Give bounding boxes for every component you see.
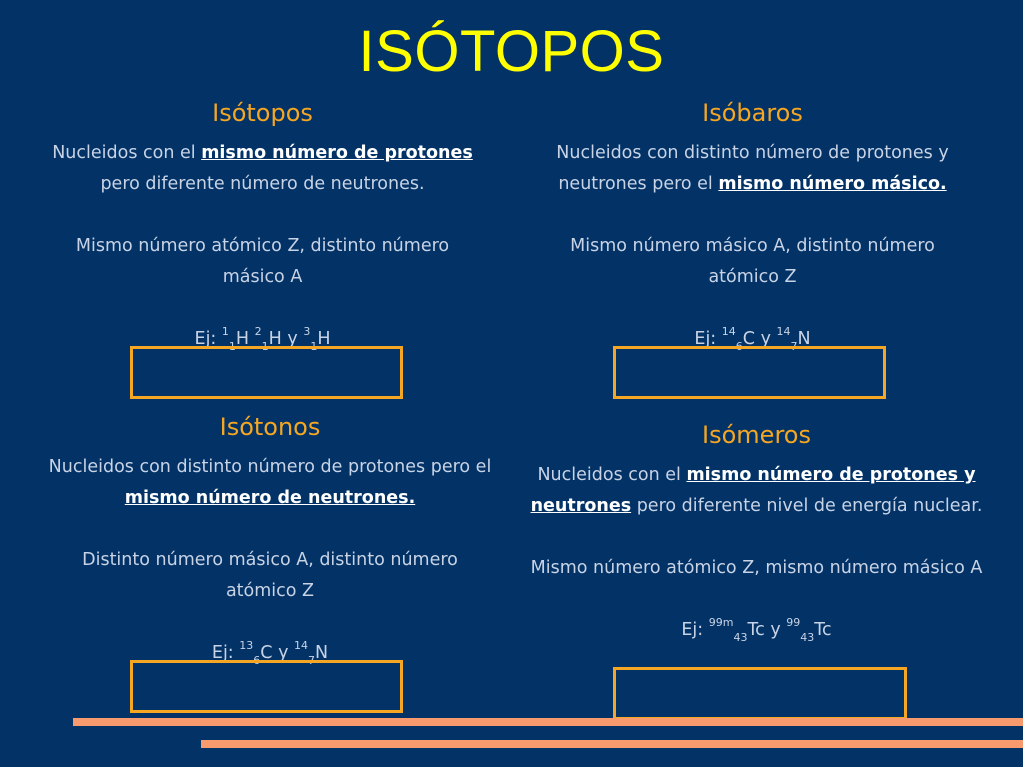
isotopos-section [30, 98, 495, 355]
isotopos-ex-b-z: 1 [261, 340, 269, 353]
isobaros-ex-conjunction: y [755, 329, 777, 349]
isobaros-definition [525, 138, 980, 200]
isomeros-def-strong: mismo número de protones y neutrones [530, 465, 976, 516]
isotonos-ex-b-mass: 14 [294, 639, 308, 652]
slide-title: ISÓTOPOS [358, 19, 665, 84]
isotopos-ex-b-mass: 2 [254, 325, 262, 338]
isotonos-ex-b-z: 7 [308, 654, 315, 667]
isomeros-def-pre: Nucleidos con el [537, 465, 687, 485]
isobaros-def-pre: Nucleidos con distinto número de protones y neutrones pero el [556, 143, 949, 194]
isotonos-example-label: Ej: [211, 643, 240, 663]
isomeros-ex-a-z: 43 [733, 631, 748, 644]
isotopos-def-pre: Nucleidos con el [52, 143, 202, 163]
isotopos-def-strong: mismo número de protones [201, 143, 473, 163]
isomeros-ex-b-z: 43 [800, 631, 815, 644]
isobaros-property: Mismo número másico A, distinto número atómico Z [570, 236, 935, 287]
isotopos-property: Mismo número atómico Z, distinto número másico A [75, 236, 450, 287]
isotonos-property: Distinto número másico A, distinto número atómico Z [82, 550, 458, 601]
isobaros-ex-b-mass: 14 [776, 325, 791, 338]
isotonos-def-pre: Nucleidos con distinto número de protones pero el [48, 457, 492, 477]
isomeros-definition [513, 460, 1000, 522]
isomeros-ex-a-mass: 99m [708, 616, 734, 629]
isomeros-ex-b-symbol: Tc [814, 620, 832, 640]
isotonos-section [30, 412, 510, 669]
isomeros-def-post: pero diferente nivel de energía nuclear. [631, 496, 983, 516]
isobaros-example-label: Ej: [694, 329, 722, 349]
isotopos-heading: Isótopos [212, 99, 313, 127]
isomeros-example-label: Ej: [681, 620, 709, 640]
isotonos-ex-a-z: 6 [253, 654, 261, 667]
isotopos-ex-conjunction: y [281, 329, 304, 349]
isobaros-answer-box [613, 346, 886, 399]
isotopos-example-label: Ej: [194, 329, 222, 349]
isotopos-definition [30, 138, 495, 200]
isotopos-ex-c-symbol: H [317, 329, 331, 349]
isomeros-answer-box [613, 667, 907, 720]
isobaros-ex-a-symbol: C [742, 329, 756, 349]
isotopos-ex-b-symbol: H [268, 329, 282, 349]
isomeros-ex-a-symbol: Tc [747, 620, 765, 640]
isotonos-ex-conjunction: y [272, 643, 294, 663]
isotonos-ex-b-symbol: N [315, 643, 329, 663]
isotopos-ex-c-z: 1 [310, 340, 318, 353]
isotopos-def-post: pero diferente número de neutrones. [100, 174, 425, 194]
isotonos-definition [30, 452, 510, 514]
isotonos-ex-a-mass: 13 [239, 639, 254, 652]
isomeros-ex-conjunction: y [764, 620, 787, 640]
isobaros-ex-b-symbol: N [797, 329, 811, 349]
isotopos-ex-c-mass: 3 [303, 325, 311, 338]
isotopos-ex-a-z: 1 [228, 340, 236, 353]
decorative-bar-lower [201, 740, 1023, 748]
isobaros-def-strong: mismo número másico. [718, 174, 947, 194]
isomeros-heading: Isómeros [702, 421, 811, 449]
isotonos-heading: Isótonos [219, 413, 321, 441]
isomeros-section [513, 420, 1000, 646]
isotopos-answer-box [130, 346, 403, 399]
isobaros-ex-b-z: 7 [790, 340, 798, 353]
isotopos-ex-a-mass: 1 [221, 325, 229, 338]
isotonos-ex-a-symbol: C [260, 643, 273, 663]
isomeros-property: Mismo número atómico Z, mismo número másico A [530, 558, 983, 578]
isotonos-def-strong: mismo número de neutrones. [124, 488, 416, 508]
isomeros-ex-b-mass: 99 [786, 616, 801, 629]
isobaros-ex-a-mass: 14 [721, 325, 736, 338]
isobaros-section [525, 98, 980, 355]
isomeros-example [513, 615, 1000, 646]
isobaros-ex-a-z: 6 [735, 340, 743, 353]
isobaros-heading: Isóbaros [702, 99, 803, 127]
isotopos-ex-a-symbol: H [235, 329, 250, 349]
decorative-bar-upper [73, 718, 1023, 726]
isotonos-answer-box [130, 660, 403, 713]
